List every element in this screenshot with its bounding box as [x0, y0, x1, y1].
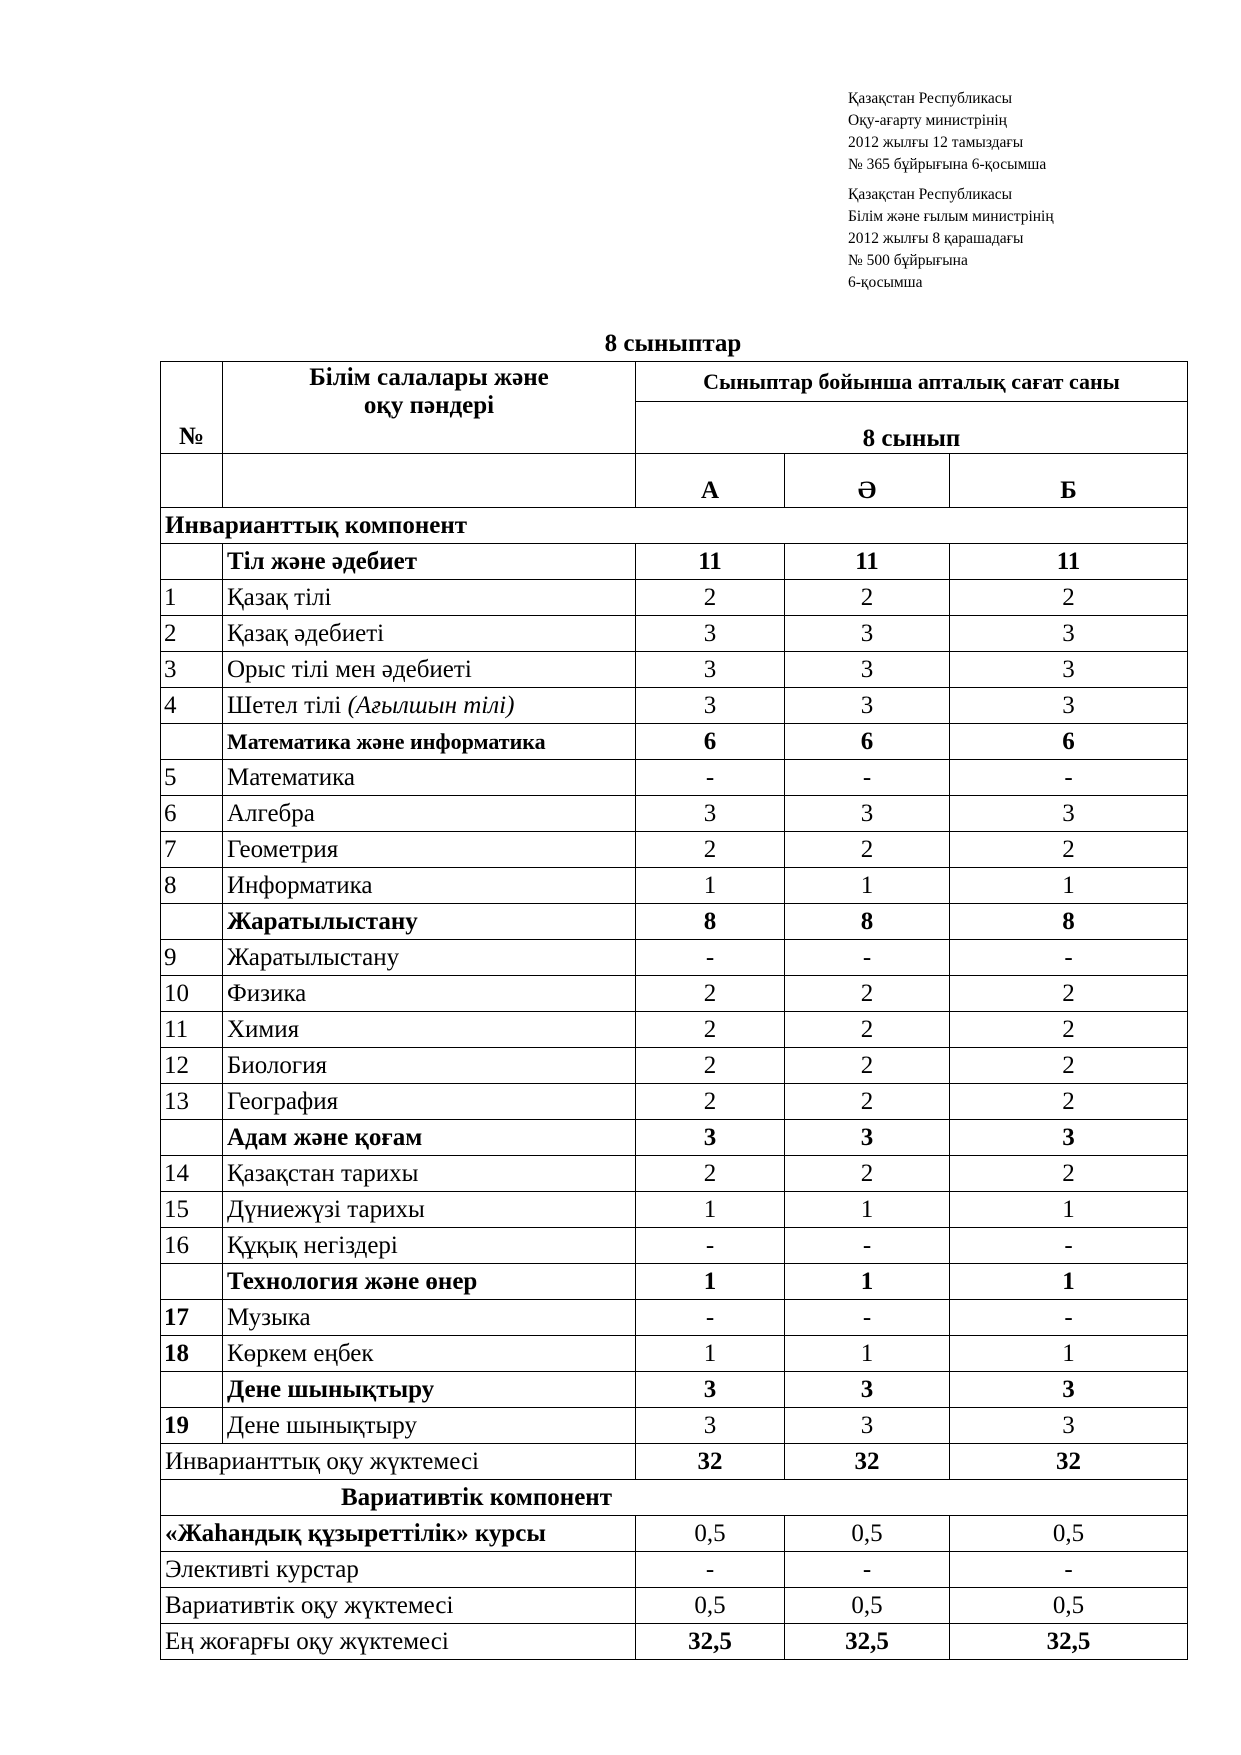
invariant-total-label: Инварианттық оқу жүктемесі: [161, 1444, 636, 1480]
value-cell: 2: [785, 1084, 950, 1120]
table-row: [161, 1444, 1188, 1480]
subject-name-cell: [223, 1300, 636, 1336]
column-header-class: Б: [950, 454, 1188, 508]
section-row: [161, 1372, 1188, 1408]
empty-cell: [161, 454, 223, 508]
value-cell: 32: [785, 1444, 950, 1480]
column-header-grade: 8 сынып: [636, 402, 1188, 454]
section-name: Адам және қоғам: [223, 1120, 636, 1156]
max-load-label: Ең жоғарғы оқу жүктемесі: [161, 1624, 636, 1660]
value-cell: 2: [950, 976, 1188, 1012]
value-cell: 2: [785, 1156, 950, 1192]
row-number: 9: [161, 940, 223, 976]
section-total: 6: [950, 724, 1188, 760]
approval-line: 6-қосымша: [848, 274, 923, 291]
row-number: 3: [161, 652, 223, 688]
section-total: 8: [785, 904, 950, 940]
value-cell: -: [785, 940, 950, 976]
row-number: 5: [161, 760, 223, 796]
row-number: 14: [161, 1156, 223, 1192]
value-cell: 3: [636, 1408, 785, 1444]
value-cell: -: [785, 760, 950, 796]
value-cell: 32: [950, 1444, 1188, 1480]
value-cell: 3: [636, 688, 785, 724]
subject-name: Дене шынықтыру: [227, 1411, 417, 1439]
subject-name-cell: [223, 1192, 636, 1228]
approval-note: [848, 88, 1054, 294]
value-cell: 2: [950, 832, 1188, 868]
subject-name: Химия: [227, 1015, 300, 1043]
value-cell: -: [636, 760, 785, 796]
value-cell: 2: [950, 580, 1188, 616]
section-total: 11: [636, 544, 785, 580]
subject-name: Қазақ тілі: [227, 583, 332, 611]
table-row: [161, 1012, 1188, 1048]
value-cell: 1: [785, 868, 950, 904]
section-total: 6: [636, 724, 785, 760]
section-row: [161, 544, 1188, 580]
empty-cell: [161, 1264, 223, 1300]
value-cell: -: [785, 1228, 950, 1264]
value-cell: 1: [785, 1336, 950, 1372]
section-total: 3: [785, 1372, 950, 1408]
table-row: [161, 688, 1188, 724]
value-cell: 32,5: [950, 1624, 1188, 1660]
value-cell: -: [785, 1552, 950, 1588]
subject-name: Музыка: [227, 1303, 311, 1331]
value-cell: 2: [785, 976, 950, 1012]
table-row: [161, 832, 1188, 868]
section-row: [161, 724, 1188, 760]
subject-name: Шетел тілі: [227, 691, 348, 719]
empty-cell: [223, 454, 636, 508]
subject-name: Жаратылыстану: [227, 943, 400, 971]
section-total: 11: [950, 544, 1188, 580]
empty-cell: [161, 1372, 223, 1408]
value-cell: 32,5: [785, 1624, 950, 1660]
row-number: 2: [161, 616, 223, 652]
section-total: 1: [785, 1264, 950, 1300]
table-row: [161, 1624, 1188, 1660]
value-cell: 2: [950, 1156, 1188, 1192]
section-total: 3: [950, 1120, 1188, 1156]
value-cell: 2: [636, 1156, 785, 1192]
approval-line: № 500 бұйрығына: [848, 252, 968, 269]
table-row: [161, 616, 1188, 652]
value-cell: -: [950, 1300, 1188, 1336]
empty-cell: [161, 544, 223, 580]
value-cell: 2: [950, 1012, 1188, 1048]
value-cell: -: [636, 1300, 785, 1336]
section-name: Жаратылыстану: [223, 904, 636, 940]
approval-line: Білім және ғылым министрінің: [848, 208, 1054, 225]
section-total: 3: [950, 1372, 1188, 1408]
table-row: [161, 652, 1188, 688]
value-cell: 2: [785, 580, 950, 616]
row-number: 10: [161, 976, 223, 1012]
value-cell: 3: [785, 652, 950, 688]
value-cell: 2: [636, 580, 785, 616]
value-cell: -: [950, 1228, 1188, 1264]
value-cell: 3: [785, 688, 950, 724]
section-total: 1: [636, 1264, 785, 1300]
section-name: Дене шынықтыру: [223, 1372, 636, 1408]
page-title: 8 сыныптар: [604, 330, 742, 357]
header-row: [161, 362, 1188, 402]
table-row: [161, 1408, 1188, 1444]
subject-name-cell: [223, 1156, 636, 1192]
section-name: Технология және өнер: [223, 1264, 636, 1300]
section-row: [161, 904, 1188, 940]
subject-name-cell: [223, 688, 636, 724]
table-row: [161, 1048, 1188, 1084]
subject-name: Информатика: [227, 871, 373, 899]
subject-name: Математика: [227, 763, 355, 791]
value-cell: 3: [950, 652, 1188, 688]
value-cell: 3: [636, 796, 785, 832]
value-cell: 3: [636, 652, 785, 688]
table-row: [161, 940, 1188, 976]
value-cell: 0,5: [950, 1516, 1188, 1552]
subject-name-cell: [223, 1336, 636, 1372]
row-number: 4: [161, 688, 223, 724]
subject-name-cell: [223, 760, 636, 796]
subject-name-cell: [223, 1012, 636, 1048]
row-number: 16: [161, 1228, 223, 1264]
value-cell: -: [950, 760, 1188, 796]
approval-line: Оқу-ағарту министрінің: [848, 112, 1007, 129]
value-cell: 2: [636, 832, 785, 868]
approval-note-first: [848, 88, 1054, 176]
value-cell: 0,5: [636, 1588, 785, 1624]
approval-line: 2012 жылғы 8 қарашадағы: [848, 230, 1024, 247]
value-cell: -: [950, 1552, 1188, 1588]
subject-name: Геометрия: [227, 835, 339, 863]
curriculum-table: [160, 361, 1188, 1660]
table-row: [161, 1228, 1188, 1264]
row-number: 6: [161, 796, 223, 832]
subject-name-cell: [223, 796, 636, 832]
section-name: Тіл және әдебиет: [223, 544, 636, 580]
section-row: [161, 1264, 1188, 1300]
value-cell: 2: [950, 1084, 1188, 1120]
section-total: 6: [785, 724, 950, 760]
value-cell: 1: [950, 868, 1188, 904]
section-row: [161, 1120, 1188, 1156]
column-header-class: А: [636, 454, 785, 508]
value-cell: 1: [950, 1336, 1188, 1372]
subject-note: (Ағылшын тілі): [347, 691, 515, 719]
value-cell: 3: [950, 796, 1188, 832]
variative-total-label: Вариативтік оқу жүктемесі: [161, 1588, 636, 1624]
component-row: [161, 508, 1188, 544]
subject-name: Алгебра: [227, 799, 315, 827]
value-cell: 2: [636, 976, 785, 1012]
subjects-header-line: Білім салалары және: [309, 364, 549, 391]
table-row: [161, 1552, 1188, 1588]
value-cell: 3: [785, 1408, 950, 1444]
value-cell: 3: [636, 616, 785, 652]
row-number: 7: [161, 832, 223, 868]
column-header-subjects: [223, 362, 636, 454]
row-number: 19: [161, 1408, 223, 1444]
value-cell: 0,5: [950, 1588, 1188, 1624]
approval-note-second: [848, 184, 1054, 294]
column-header-number: №: [161, 362, 223, 454]
subject-name-cell: [223, 652, 636, 688]
table-row: [161, 1084, 1188, 1120]
value-cell: 2: [785, 832, 950, 868]
subject-name-cell: [223, 868, 636, 904]
value-cell: 3: [950, 688, 1188, 724]
table-row: [161, 1192, 1188, 1228]
column-header-class: Ә: [785, 454, 950, 508]
subject-name-cell: [223, 1048, 636, 1084]
value-cell: 1: [785, 1192, 950, 1228]
value-cell: 0,5: [785, 1516, 950, 1552]
invariant-component-label: Инварианттық компонент: [161, 508, 1188, 544]
table-row: [161, 1336, 1188, 1372]
row-number: 1: [161, 580, 223, 616]
value-cell: 3: [785, 796, 950, 832]
value-cell: 3: [950, 1408, 1188, 1444]
value-cell: 1: [636, 868, 785, 904]
table-row: [161, 1516, 1188, 1552]
column-header-weekly-hours: Сыныптар бойынша апталық сағат саны: [636, 362, 1188, 402]
value-cell: 0,5: [636, 1516, 785, 1552]
approval-line: Қазақстан Республикасы: [848, 90, 1013, 107]
subject-name-cell: [223, 1228, 636, 1264]
subject-name: Физика: [227, 979, 307, 1007]
global-course-label: «Жаһандық құзыреттілік» курсы: [161, 1516, 636, 1552]
value-cell: 1: [636, 1336, 785, 1372]
section-name: Математика және информатика: [223, 724, 636, 760]
section-total: 8: [950, 904, 1188, 940]
subject-name: Құқық негіздері: [227, 1231, 398, 1259]
row-number: 12: [161, 1048, 223, 1084]
value-cell: 2: [950, 1048, 1188, 1084]
subject-name-cell: [223, 976, 636, 1012]
value-cell: 2: [636, 1084, 785, 1120]
row-number: 17: [161, 1300, 223, 1336]
subject-name: Биология: [227, 1051, 328, 1079]
table-row: [161, 868, 1188, 904]
value-cell: -: [950, 940, 1188, 976]
value-cell: 1: [636, 1192, 785, 1228]
header-row: [161, 454, 1188, 508]
subject-name-cell: [223, 940, 636, 976]
section-total: 3: [785, 1120, 950, 1156]
empty-cell: [161, 1120, 223, 1156]
value-cell: 32: [636, 1444, 785, 1480]
row-number: 8: [161, 868, 223, 904]
subjects-header-line: оқу пәндері: [363, 392, 495, 419]
value-cell: 3: [785, 616, 950, 652]
row-number: 11: [161, 1012, 223, 1048]
value-cell: -: [785, 1300, 950, 1336]
value-cell: 2: [785, 1012, 950, 1048]
table-row: [161, 796, 1188, 832]
value-cell: -: [636, 1552, 785, 1588]
approval-line: Қазақстан Республикасы: [848, 186, 1013, 203]
section-total: 3: [636, 1120, 785, 1156]
elective-label: Элективті курстар: [161, 1552, 636, 1588]
subject-name-cell: [223, 580, 636, 616]
value-cell: 0,5: [785, 1588, 950, 1624]
value-cell: 32,5: [636, 1624, 785, 1660]
table-row: [161, 760, 1188, 796]
subject-name-cell: [223, 832, 636, 868]
value-cell: 2: [785, 1048, 950, 1084]
approval-line: 2012 жылғы 12 тамыздағы: [848, 134, 1024, 151]
section-total: 3: [636, 1372, 785, 1408]
row-number: 13: [161, 1084, 223, 1120]
table-row: [161, 1156, 1188, 1192]
value-cell: 1: [950, 1192, 1188, 1228]
subject-name-cell: [223, 1084, 636, 1120]
subject-name: География: [227, 1087, 339, 1115]
value-cell: 2: [636, 1012, 785, 1048]
variative-component-label: Вариативтік компонент: [161, 1480, 1188, 1516]
value-cell: 3: [950, 616, 1188, 652]
component-row: [161, 1480, 1188, 1516]
subject-name: Қазақстан тарихы: [227, 1159, 419, 1187]
subject-name: Көркем еңбек: [227, 1339, 374, 1367]
table-row: [161, 580, 1188, 616]
value-cell: -: [636, 940, 785, 976]
table-row: [161, 1588, 1188, 1624]
section-total: 11: [785, 544, 950, 580]
subject-name-cell: [223, 1408, 636, 1444]
row-number: 18: [161, 1336, 223, 1372]
section-total: 1: [950, 1264, 1188, 1300]
section-total: 8: [636, 904, 785, 940]
table-row: [161, 976, 1188, 1012]
empty-cell: [161, 904, 223, 940]
subject-name-cell: [223, 616, 636, 652]
value-cell: 2: [636, 1048, 785, 1084]
table-row: [161, 1300, 1188, 1336]
empty-cell: [161, 724, 223, 760]
value-cell: -: [636, 1228, 785, 1264]
subject-name: Қазақ әдебиеті: [227, 619, 385, 647]
approval-line: № 365 бұйрығына 6-қосымша: [848, 156, 1047, 173]
subject-name: Орыс тілі мен әдебиеті: [227, 655, 472, 683]
subject-name: Дүниежүзі тарихы: [227, 1195, 425, 1223]
row-number: 15: [161, 1192, 223, 1228]
